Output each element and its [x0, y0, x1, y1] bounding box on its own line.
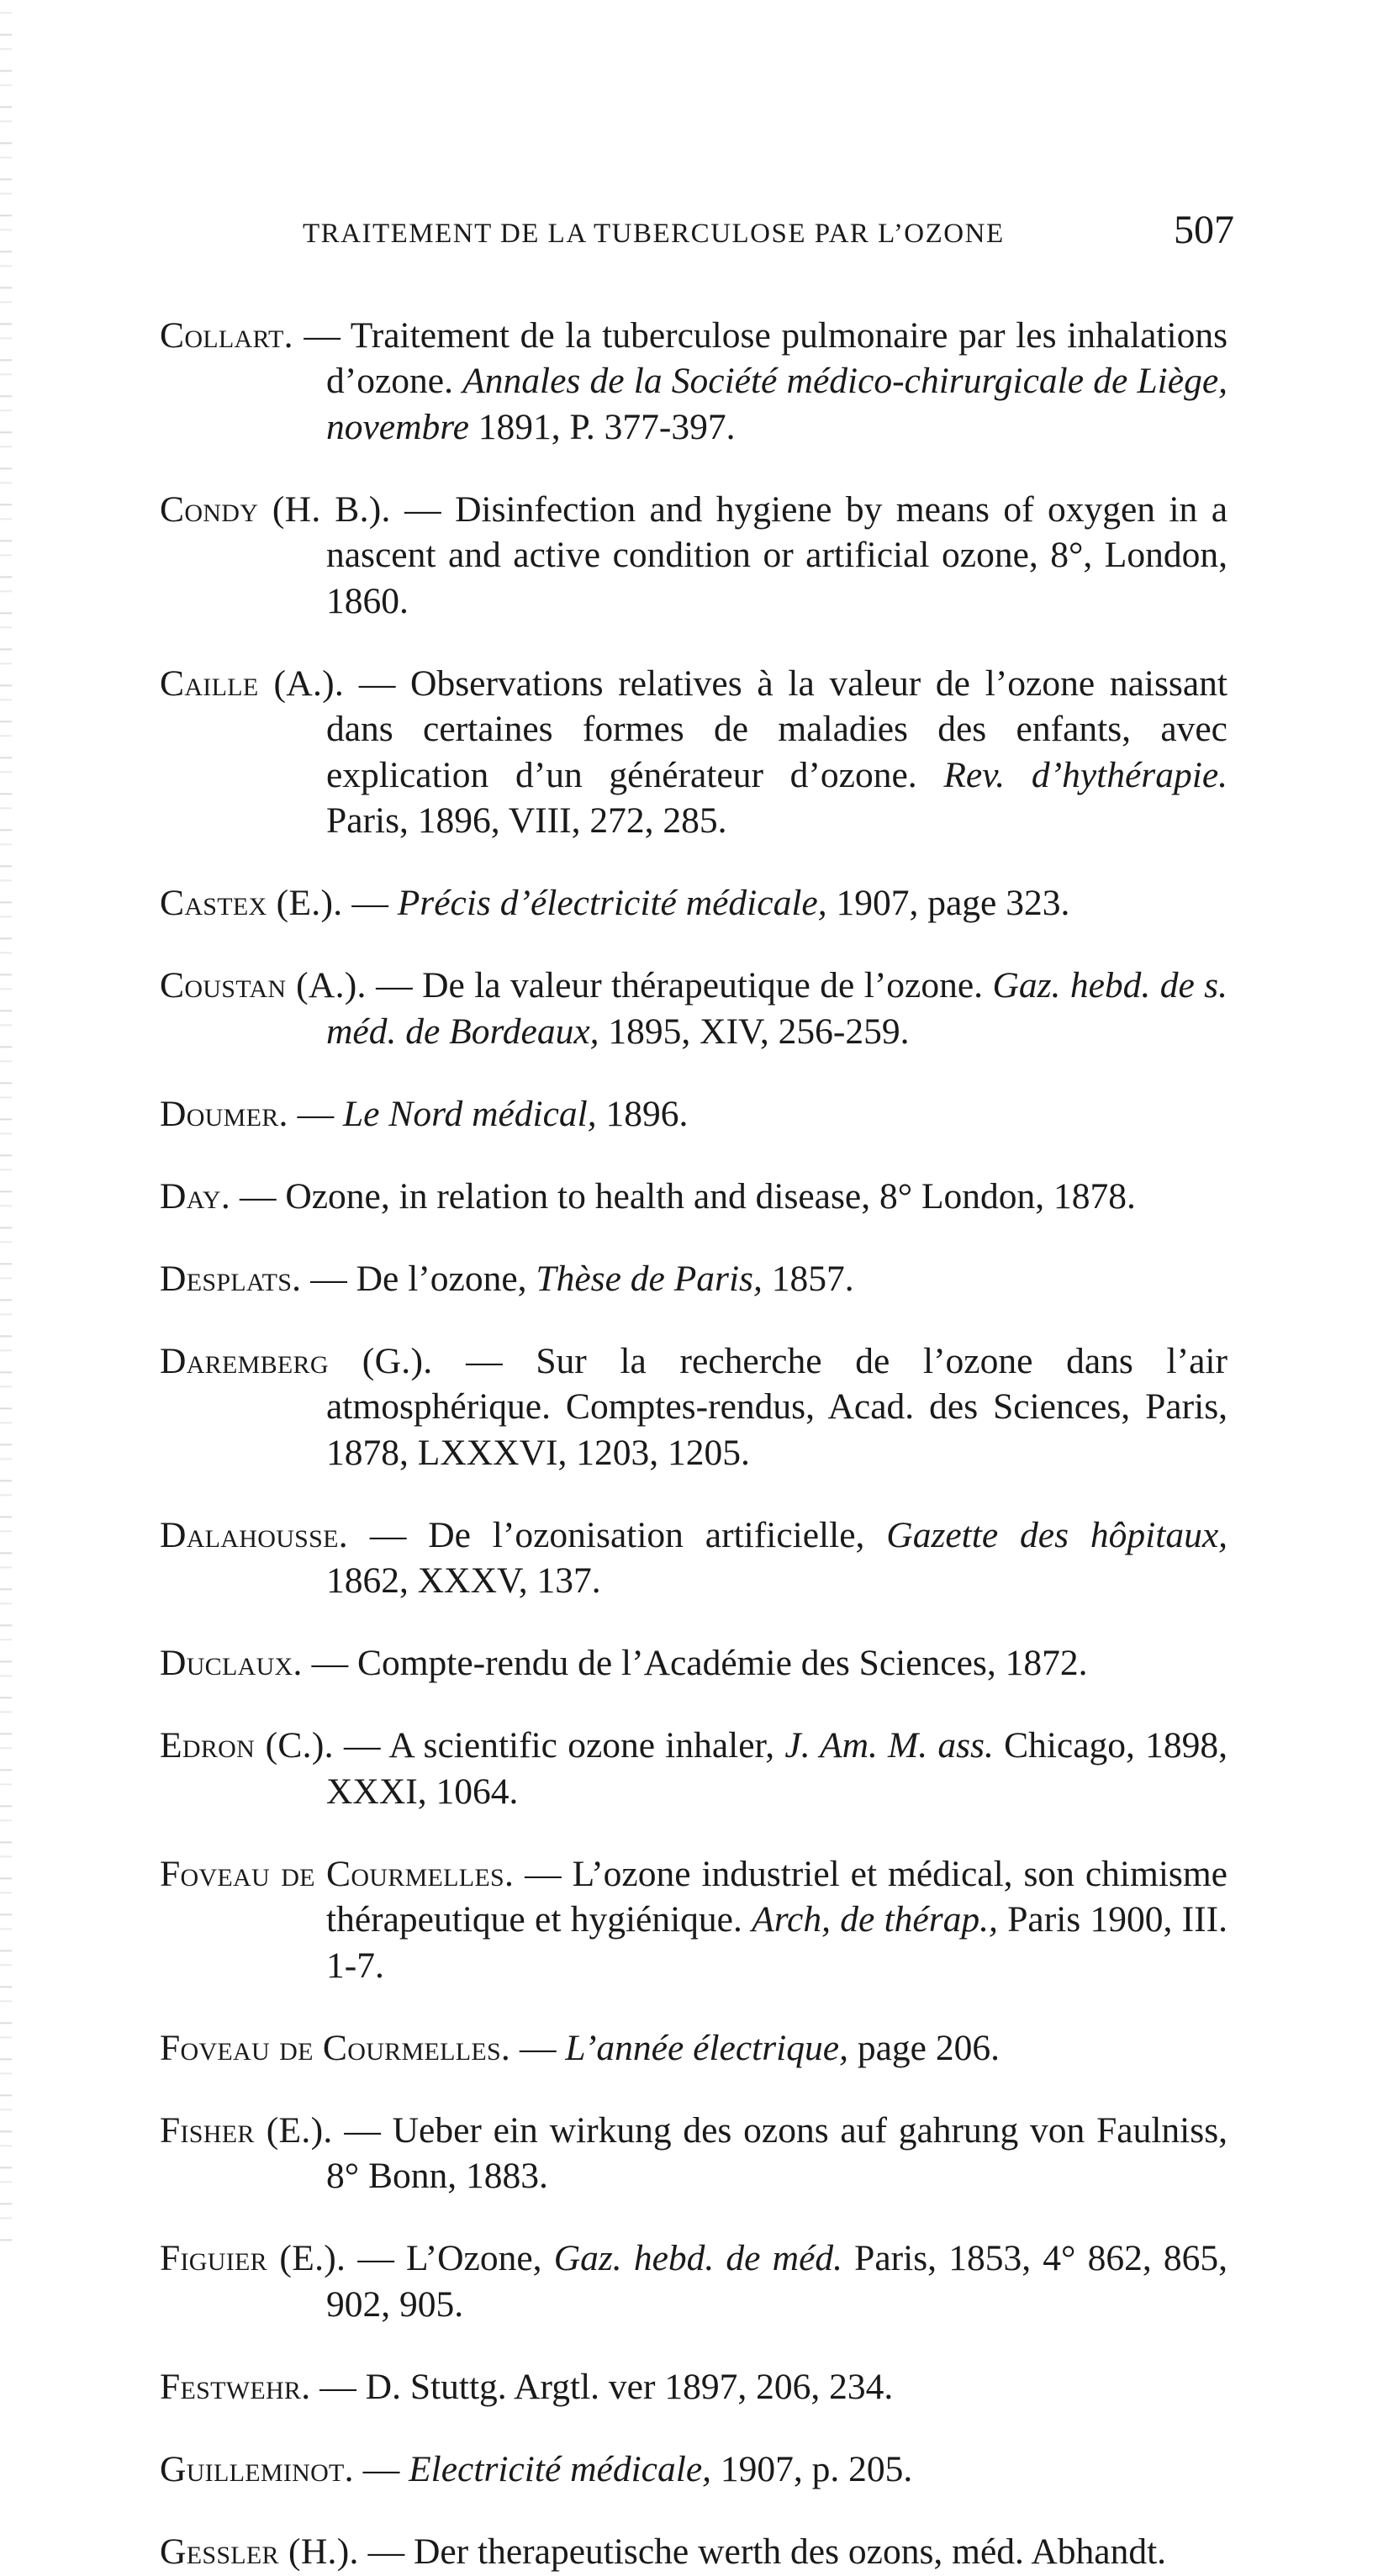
entry-author: Foveau de Courmelles. [160, 2027, 511, 2068]
entry-text: — Compte-rendu de l’Académie des Sciences, 1872. [302, 1643, 1088, 1683]
entry-author: Dalahousse. [160, 1514, 348, 1555]
entry-author: Coustan (A.). [160, 965, 367, 1006]
bibliography-entry [160, 2236, 1228, 2327]
bibliography-entry [160, 1256, 1228, 1302]
entry-title: L’année électrique, [565, 2027, 848, 2068]
entry-details: 1907, p. 205. [711, 2448, 913, 2489]
entry-details: Paris 1900, III. 1-7. [326, 1899, 1228, 1986]
entry-text: — L’Ozone, [346, 2238, 554, 2278]
entry-title: Rev. d’hythérapie. [943, 754, 1228, 795]
entry-author: Desplats. [160, 1258, 302, 1299]
entry-title: Le Nord médical, [342, 1093, 597, 1134]
entry-text: — [510, 2027, 566, 2068]
entry-details: Paris, 1853, 4° 862, 865, 902, 905. [326, 2238, 1228, 2325]
entry-text: — [288, 1093, 343, 1134]
entry-text: — D. Stuttg. Argtl. ver 1897, 206, 234. [310, 2366, 894, 2407]
bibliography-list [160, 276, 1228, 2576]
entry-details: 1895, XIV, 256-259. [599, 1011, 910, 1052]
entry-text: — Der therapeutische werth des ozons, méd. Abhandt. [358, 2531, 1167, 2572]
entry-text: — L’ozone industriel et médical, son chimisme thérapeutique et hygiénique. [326, 1853, 1228, 1940]
entry-author: Gessler (H.). [160, 2531, 359, 2572]
entry-author: Foveau de Courmelles. [160, 1853, 515, 1894]
entry-author: Duclaux. [160, 1643, 303, 1683]
entry-details: Chicago, 1898, XXXI, 1064. [326, 1725, 1228, 1812]
entry-details: 1862, XXXV, 137. [326, 1560, 601, 1601]
entry-author: Edron (C.). [160, 1725, 334, 1766]
bibliography-entry [160, 487, 1228, 625]
bibliography-entry [160, 1174, 1228, 1220]
entry-details: 1896. [596, 1093, 689, 1134]
entry-author: Daremberg (G.). [160, 1340, 433, 1381]
bibliography-entry [160, 1338, 1228, 1476]
entry-author: Caille (A.). [160, 662, 345, 704]
entry-author: Doumer. [160, 1093, 288, 1134]
bibliography-entry [160, 1512, 1228, 1604]
bibliography-entry [160, 2364, 1228, 2410]
scanned-page-edge [0, 0, 12, 2251]
entry-title: Précis d’électricité médicale, [397, 883, 827, 923]
entry-text: — Traitement de la tuberculose pulmonaire par les inhalations d’ozone. [293, 314, 1228, 401]
entry-author: Collart. [160, 314, 293, 356]
entry-text: — [353, 2448, 409, 2489]
entry-text: — A scientific ozone inhaler, [333, 1725, 785, 1766]
entry-title: Gazette des hôpitaux, [886, 1514, 1228, 1555]
bibliography-entry [160, 2108, 1228, 2199]
bibliography-entry [160, 1851, 1228, 1989]
entry-author: Castex (E.). [160, 883, 343, 923]
entry-text: — Disinfection and hygiene by means of oxygen in a nascent and active condition or artificial ozone, 8°, London, 1860. [326, 488, 1228, 621]
entry-details: page 206. [847, 2027, 1000, 2068]
page-header [303, 207, 1234, 257]
bibliography-entry [160, 2025, 1228, 2072]
entry-text: — Ozone, in relation to health and disease, 8° London, 1878. [230, 1175, 1136, 1217]
entry-title: Gaz. hebd. de s. méd. de Bordeaux, [326, 965, 1228, 1052]
bibliography-entry [160, 313, 1228, 451]
entry-author: Fisher (E.). [160, 2109, 333, 2151]
bibliography-entry [160, 1091, 1228, 1138]
entry-details: 1857. [762, 1258, 854, 1299]
entry-title: Thèse de Paris, [536, 1258, 763, 1299]
entry-text: — Observations relatives à la valeur de l’ozone naissant dans certaines formes de maladies des enfants, avec explication d’un générateur d’ozone. [326, 662, 1228, 795]
bibliography-entry [160, 880, 1228, 926]
entry-details: 1907, page 323. [826, 883, 1070, 923]
bibliography-entry [160, 1640, 1228, 1687]
entry-text: — [342, 883, 398, 923]
entry-title: Electricité médicale, [409, 2448, 712, 2489]
bibliography-entry [160, 2529, 1228, 2575]
bibliography-entry [160, 661, 1228, 844]
bibliography-entry [160, 963, 1228, 1054]
entry-title: J. Am. M. ass. [784, 1725, 994, 1766]
entry-details: Paris, 1896, VIII, 272, 285. [326, 800, 727, 841]
bibliography-entry [160, 2447, 1228, 2493]
entry-details: 1891, P. 377-397. [468, 406, 736, 447]
entry-text: — Ueber ein wirkung des ozons auf gahrung von Faulniss, 8° Bonn, 1883. [326, 2109, 1228, 2196]
bibliography-entry [160, 1723, 1228, 1814]
entry-text: — De l’ozonisation artificielle, [347, 1514, 887, 1555]
entry-text: — De l’ozone, [301, 1258, 536, 1299]
entry-text: — Sur la recherche de l’ozone dans l’air atmosphérique. Comptes-rendus, Acad. des Sciences, Paris, 1878, LXXXVI, 1203, 1205. [326, 1340, 1228, 1473]
entry-title: Arch, de thérap., [752, 1899, 998, 1940]
entry-title: Gaz. hebd. de méd. [553, 2238, 842, 2278]
entry-author: Day. [160, 1175, 231, 1217]
running-title: TRAITEMENT DE LA TUBERCULOSE PAR L’OZONE [303, 219, 1005, 249]
entry-author: Figuier (E.). [160, 2238, 346, 2278]
entry-author: Condy (H. B.). [160, 488, 391, 530]
entry-author: Guilleminot. [160, 2448, 354, 2489]
entry-title: Annales de la Société médico-chirurgicale de Liège, novembre [326, 361, 1228, 447]
entry-text: — De la valeur thérapeutique de l’ozone. [366, 965, 993, 1006]
page-number: 507 [1174, 208, 1234, 252]
entry-author: Festwehr. [160, 2366, 311, 2407]
